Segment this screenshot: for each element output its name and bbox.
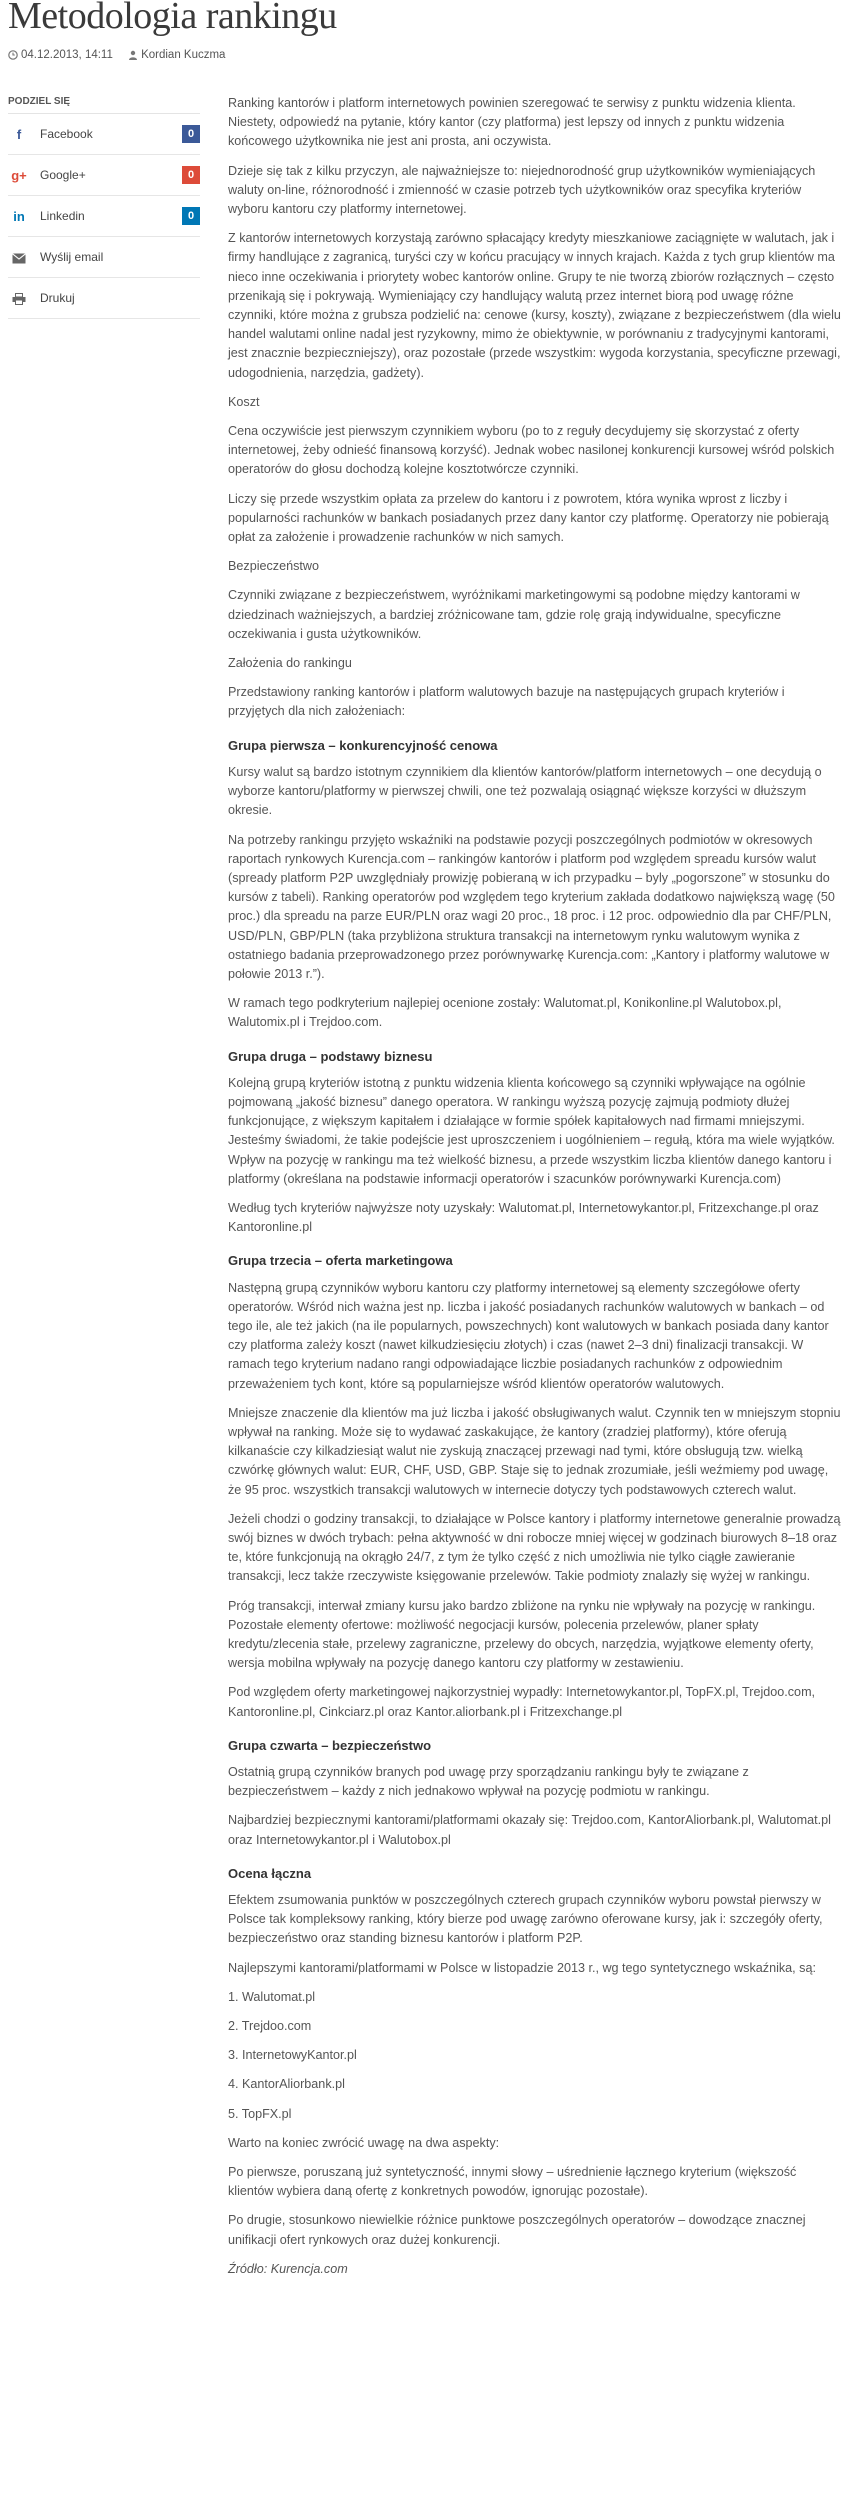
envelope-icon bbox=[8, 250, 30, 265]
share-label: Facebook bbox=[40, 127, 93, 141]
paragraph: Mniejsze znaczenie dla klientów ma już liczba i jakość obsługiwanych walut. Czynnik ten w mniejszym stopniu wpływał na ranking. Może się to wydawać zaskakujące, że kantory (zradziej platformy), które oferują kilkanaście czy kilkadziesiąt walut nie zyskują znaczącej przewagi nad tymi, które obsługują tzw. wielką czwórkę głównych walut: EUR, CHF, USD, GBP. Staje się to jednak zrozumiałe, jeśli weźmiemy pod uwagę, że 95 proc. wszystkich transakcji walutowych w internecie dotyczy tych podstawowych czterech walut. bbox=[228, 1405, 841, 1497]
share-count-badge: 0 bbox=[182, 125, 200, 143]
share-label: Drukuj bbox=[40, 291, 75, 305]
paragraph: Ostatnią grupą czynników branych pod uwagę przy sporządzaniu rankingu były te związane z bezpieczeństwem – każdy z nich jednakowo wpływał na pozycję podmiotu w rankingu. bbox=[228, 1765, 749, 1799]
list-item: 2. Trejdoo.com bbox=[228, 2019, 312, 2034]
paragraph: Dzieje się tak z kilku przyczyn, ale najważniejsze to: niejednorodność grup użytkowników wymieniających waluty on-line, różnorodność i zmienność w czasie potrzeb tych użytkowników oraz specyfika kryteriów wyboru kantoru czy platformy internetowej. bbox=[228, 163, 816, 217]
print-button[interactable] bbox=[8, 278, 200, 319]
linkedin-icon: in bbox=[13, 208, 25, 224]
paragraph: Cena oczywiście jest pierwszym czynnikiem wyboru (po to z reguły decydujemy się skorzystać z oferty internetowej, żeby odnieść finansową korzyść). Jednak wobec nasilonej konkurencji kursowej wśród polskich operatorów do głosu dochodzą kolejne kosztotwórcze czynniki. bbox=[228, 424, 835, 477]
paragraph: Najlepszymi kantorami/platformami w Polsce w listopadzie 2013 r., wg tego syntetycznego wskaźnika, są: bbox=[228, 1960, 816, 1975]
paragraph: Pod względem oferty marketingowej najkorzystniej wypadły: Internetowykantor.pl, TopFX.pl, Trejdoo.com, Kantoronline.pl, Cinkciarz.pl oraz Kantor.aliorbank.pl i Fritzexchange.pl bbox=[228, 1685, 816, 1719]
article-meta bbox=[8, 49, 237, 61]
paragraph: Efektem zsumowania punktów w poszczególnych czterech grupach czynników wyboru powstał pierwszy w Polsce tak kompleksowy ranking, który bierze pod uwagę zarówno oferowane kursy, jak i: szczegóły oferty, bezpieczeństwo oraz standing biznesu kantorów i platform P2P. bbox=[228, 1893, 823, 1946]
section-heading-ocena: Ocena łączna bbox=[228, 1865, 312, 1881]
share-email-button[interactable] bbox=[8, 237, 200, 278]
list-item: 4. KantorAliorbank.pl bbox=[228, 2077, 345, 2092]
article-body bbox=[228, 94, 843, 2289]
printer-icon bbox=[8, 291, 30, 306]
paragraph: W ramach tego podkryterium najlepiej ocenione zostały: Walutomat.pl, Konikonline.pl Walutobox.pl, Walutomix.pl i Trejdoo.com. bbox=[228, 996, 782, 1030]
paragraph: Warto na koniec zwrócić uwagę na dwa aspekty: bbox=[228, 2135, 500, 2150]
share-count-badge: 0 bbox=[182, 207, 200, 225]
user-icon bbox=[128, 49, 138, 61]
section-heading-group-2: Grupa druga – podstawy biznesu bbox=[228, 1048, 433, 1064]
paragraph: Liczy się przede wszystkim opłata za przelew do kantoru i z powrotem, która wynika wprost z liczby i popularności rachunków w bankach posiadanych przez dany kantor czy platformę. Operatorzy nie pobierają opłat za założenie i prowadzenie rachunków w nich samych. bbox=[228, 491, 829, 545]
section-heading-group-1: Grupa pierwsza – konkurencyjność cenowa bbox=[228, 737, 498, 753]
list-item: 1. Walutomat.pl bbox=[228, 1989, 316, 2004]
author-name: Kordian Kuczma bbox=[141, 49, 226, 61]
section-heading-group-4: Grupa czwarta – bezpieczeństwo bbox=[228, 1737, 432, 1753]
paragraph: Próg transakcji, interwał zmiany kursu jako bardzo zbliżone na rynku nie wpływały na pozycję w rankingu. Pozostałe elementy ofertowe: możliwość negocjacji kursów, polecenia przelewów, planer spłaty kredytu/zlecenia stałe, przelewy zagraniczne, przelewy do obcych, narzędzia, wyjątkowe elementy oferty, wersja mobilna wpływały na pozycję danego kantoru czy platformy w zestawieniu. bbox=[228, 1598, 816, 1671]
facebook-icon: f bbox=[16, 126, 22, 142]
paragraph: Z kantorów internetowych korzystają zarówno spłacający kredyty mieszkaniowe zaciągnięte w walutach, jak i firmy handlujące z zagranicą, turyści czy w końcu pracujący w innych krajach. Każda z tych grup klientów ma nieco inne oczekiwania i priorytety wobec kantorów online. Grupy te nie tworzą zbiorów rozłącznych – często przenikają się i pokrywają. Wymieniający czy handlujący walutą przez internet biorą pod uwagę różne czynniki, które można z grubsza podzielić na: cenowe (kursy, koszty), związane z bezpieczeństwem (dla wielu handel walutami online nadal jest ryzykowny, mimo że obiektywnie, w porównaniu z tradycyjnymi kantorami, jest znacznie bezpieczniejszy), oraz pozostałe (przede wszystkim: wygoda korzystania, specyficzne przewagi, udogodnienia, narzędzia, gadżety). bbox=[228, 231, 841, 380]
paragraph: Na potrzeby rankingu przyjęto wskaźniki na podstawie pozycji poszczególnych podmiotów w okresowych raportach rynkowych Kurencja.com – rankingów kantorów i platform pod względem spreadu kursów walut (spready platform P2P uwzględniały prowizję pobieraną w ich przypadku – byly „pogorszone” w stosunku do kursów z tabeli). Ranking operatorów pod względem tego kryterium zakłada dodatkowo największą wagę (50 proc.) dla spreadu na parze EUR/PLN oraz wagi 20 proc., 18 proc. i 12 proc. odpowiednio dla par CHF/PLN, USD/PLN, GBP/PLN (taka przybliżona struktura transakcji na internetowym rynku walutowym wynika z ostatniego badania przeprowadzonego przez porównywarkę Kurencja.com: „Kantory i platformy walutowe w połowie 2013 r.”). bbox=[228, 832, 835, 981]
section-heading-zalozenia: Założenia do rankingu bbox=[228, 656, 352, 671]
date-text: 04.12.2013, 14:11 bbox=[21, 49, 113, 61]
share-googleplus-button[interactable] bbox=[8, 155, 200, 196]
share-title: PODZIEL SIĘ bbox=[8, 96, 200, 114]
clock-icon bbox=[8, 49, 18, 61]
page-title: Metodologia rankingu bbox=[8, 0, 337, 37]
share-linkedin-button[interactable] bbox=[8, 196, 200, 237]
paragraph: Następną grupą czynników wyboru kantoru czy platformy internetowej są elementy szczegółowe oferty operatorów. Wśród nich ważna jest np. liczba i jakość posiadanych rachunków walutowych w bankach – od tego ile, ale też jakich (na ile popularnych, powszechnych) kont walutowych w bankach posiada dany kantor czy platforma zależy koszt (nawet kilkudziesięciu złotych) i czas (nawet 2–3 dni) finalizacji transakcji. W ramach tego kryterium nadano rangi odpowiadające liczbie posiadanych rachunków z odpowiednim przeważeniem tych kont, które są popularniejsze wśród klientów operatorów walutowych. bbox=[228, 1280, 829, 1391]
share-facebook-button[interactable] bbox=[8, 114, 200, 155]
paragraph: Najbardziej bezpiecznymi kantorami/platformami okazały się: Trejdoo.com, KantorAliorbank.pl, Walutomat.pl oraz Internetowykantor.pl i Walutobox.pl bbox=[228, 1813, 831, 1847]
share-label: Google+ bbox=[40, 168, 86, 182]
source-note: Źródło: Kurencja.com bbox=[228, 2261, 348, 2276]
section-heading-bezpieczenstwo: Bezpieczeństwo bbox=[228, 559, 320, 574]
list-item: 3. InternetowyKantor.pl bbox=[228, 2048, 357, 2063]
paragraph: Po pierwsze, poruszaną już syntetyczność, innymi słowy – uśrednienie łącznego kryterium (większość klientów wybiera daną ofertę z konkretnych powodów, ignorując pozostałe). bbox=[228, 2165, 797, 2199]
paragraph: Przedstawiony ranking kantorów i platform walutowych bazuje na następujących grupach kryteriów i przyjętych dla nich założeniach: bbox=[228, 685, 785, 719]
paragraph: Jeżeli chodzi o godziny transakcji, to działające w Polsce kantory i platformy internetowe generalnie prowadzą swój biznes w dwóch trybach: pełna aktywność w dni robocze mniej więcej w godzinach biurowych 8–18 oraz te, które funkcjonują na okrągło 24/7, z tym że tylko część z nich umożliwia nie tylko ciągłe zawieranie transakcji, lecz także rzeczywiste księgowanie przelewów. Takie podmioty znalazły się wyżej w rankingu. bbox=[228, 1511, 841, 1584]
paragraph: Kolejną grupą kryteriów istotną z punktu widzenia klienta końcowego są czynniki wpływające na ogólnie pojmowaną „jakość biznesu” danego operatora. W rankingu wyższą pozycję zajmują podmioty dłużej funkcjonujące, z większym kapitałem i działające w formie spółek kapitałowych nad firmami mniejszymi. Jesteśmy świadomi, że takie podejście jest uproszczeniem i uogólnieniem – regułą, która ma wiele wyjątków. Wpływ na pozycję w rankingu ma też wielkość biznesu, a przede wszystkim liczba klientów danego kantoru i platformy (określana na podstawie informacji operatorów i szacunków porównywarki Kurencja.com) bbox=[228, 1075, 835, 1186]
section-heading-group-3: Grupa trzecia – oferta marketingowa bbox=[228, 1253, 453, 1269]
share-label: Linkedin bbox=[40, 209, 85, 223]
paragraph: Czynniki związane z bezpieczeństwem, wyróżnikami marketingowymi są podobne między kantorami w dziedzinach ważniejszych, a bardziej zróżnicowane tam, gdzie rolę grają indywidualne, specyficzne oczekiwania i gusta użytkowników. bbox=[228, 588, 800, 641]
paragraph: Kursy walut są bardzo istotnym czynnikiem dla klientów kantorów/platform internetowych – one decydują o wyborze kantoru/platformy w pierwszej chwili, one też pozwalają osiągnąć większe korzyści w dłuższym okresie. bbox=[228, 764, 822, 818]
share-count-badge: 0 bbox=[182, 166, 200, 184]
share-panel bbox=[8, 96, 200, 319]
publish-date bbox=[8, 49, 122, 61]
paragraph: Według tych kryteriów najwyższe noty uzyskały: Walutomat.pl, Internetowykantor.pl, Fritzexchange.pl oraz Kantoronline.pl bbox=[228, 1200, 819, 1235]
google-plus-icon: g+ bbox=[11, 167, 27, 183]
section-heading-koszt: Koszt bbox=[228, 394, 260, 409]
paragraph: Ranking kantorów i platform internetowych powinien szeregować te serwisy z punktu widzenia klienta. Niestety, odpowiedź na pytanie, który kantor (czy platforma) jest lepszy od innych z punktu widzenia końcowego użytkownika nie jest ani prosta, ani oczywista. bbox=[228, 96, 796, 149]
paragraph: Po drugie, stosunkowo niewielkie różnice punktowe poszczególnych operatorów – dowodzące znacznej unifikacji ofert rynkowych oraz dużej konkurencji. bbox=[228, 2213, 806, 2247]
author bbox=[128, 49, 231, 61]
list-item: 5. TopFX.pl bbox=[228, 2106, 292, 2121]
share-label: Wyślij email bbox=[40, 250, 104, 264]
